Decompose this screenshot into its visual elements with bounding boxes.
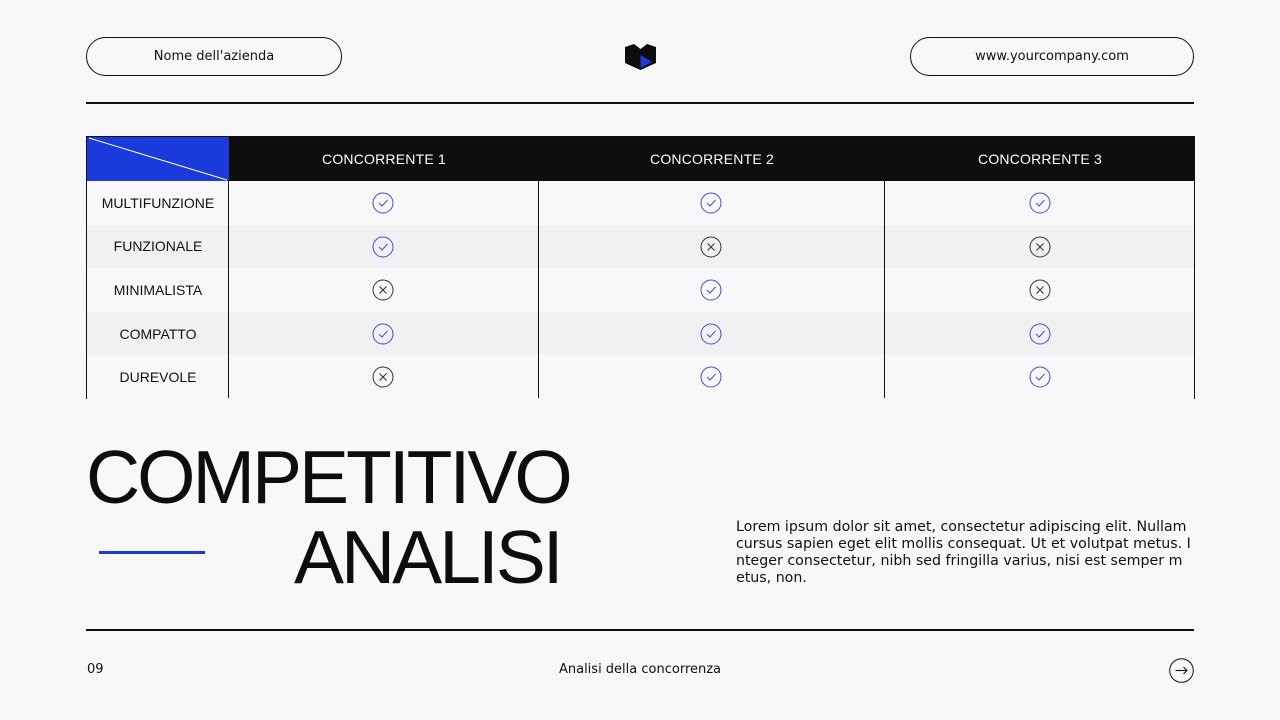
title-line-1: COMPETITIVO — [86, 435, 570, 519]
accent-line — [99, 551, 205, 554]
column-divider — [884, 181, 885, 398]
table-row — [87, 181, 1194, 225]
column-divider — [538, 181, 539, 398]
table-row — [87, 268, 1194, 312]
footer-title: Analisi della concorrenza — [558, 662, 722, 677]
check-circle-icon — [372, 192, 394, 214]
cross-circle-icon — [372, 279, 394, 301]
cross-circle-icon — [372, 366, 394, 388]
company-name: Nome dell'azienda — [153, 49, 275, 64]
table-header-row — [87, 137, 1194, 181]
check-circle-icon — [1029, 323, 1051, 345]
check-circle-icon — [372, 323, 394, 345]
company-name-pill — [86, 37, 342, 76]
table-row — [87, 225, 1194, 269]
column-header-3: CONCORRENTE 3 — [978, 151, 1102, 167]
check-circle-icon — [700, 279, 722, 301]
comparison-table — [86, 136, 1195, 399]
table-row — [87, 312, 1194, 356]
column-header-1: CONCORRENTE 1 — [322, 151, 446, 167]
cross-circle-icon — [1029, 279, 1051, 301]
website-link[interactable]: www.yourcompany.com — [975, 49, 1129, 64]
title-line-2: ANALISI — [294, 515, 561, 599]
cube-logo-icon — [625, 44, 656, 70]
row-label: MULTIFUNZIONE — [101, 194, 215, 211]
cross-circle-icon — [700, 236, 722, 258]
row-label: DUREVOLE — [119, 369, 197, 386]
top-divider — [86, 102, 1194, 104]
row-label: COMPATTO — [119, 325, 197, 342]
website-pill[interactable] — [910, 37, 1194, 76]
column-divider — [228, 181, 229, 398]
row-label: MINIMALISTA — [113, 281, 203, 298]
row-label: FUNZIONALE — [113, 238, 203, 255]
table-row — [87, 355, 1194, 399]
check-circle-icon — [1029, 192, 1051, 214]
column-header-2: CONCORRENTE 2 — [650, 151, 774, 167]
bottom-divider — [86, 629, 1194, 631]
page-number: 09 — [87, 662, 104, 677]
diagonal-line-icon — [87, 137, 229, 181]
check-circle-icon — [372, 236, 394, 258]
check-circle-icon — [1029, 366, 1051, 388]
check-circle-icon — [700, 323, 722, 345]
check-circle-icon — [700, 192, 722, 214]
arrow-right-circle-icon[interactable] — [1169, 658, 1194, 683]
cross-circle-icon — [1029, 236, 1051, 258]
body-paragraph: Lorem ipsum dolor sit amet, consectetur adipiscing elit. Nullam cursus sapien eget elit mollis consequat. Ut et volutpat metus. Integer consectetur, nibh sed fringilla varius, nisi est semper metus, non. — [736, 519, 1191, 586]
check-circle-icon — [700, 366, 722, 388]
table-corner-cell — [87, 137, 229, 181]
